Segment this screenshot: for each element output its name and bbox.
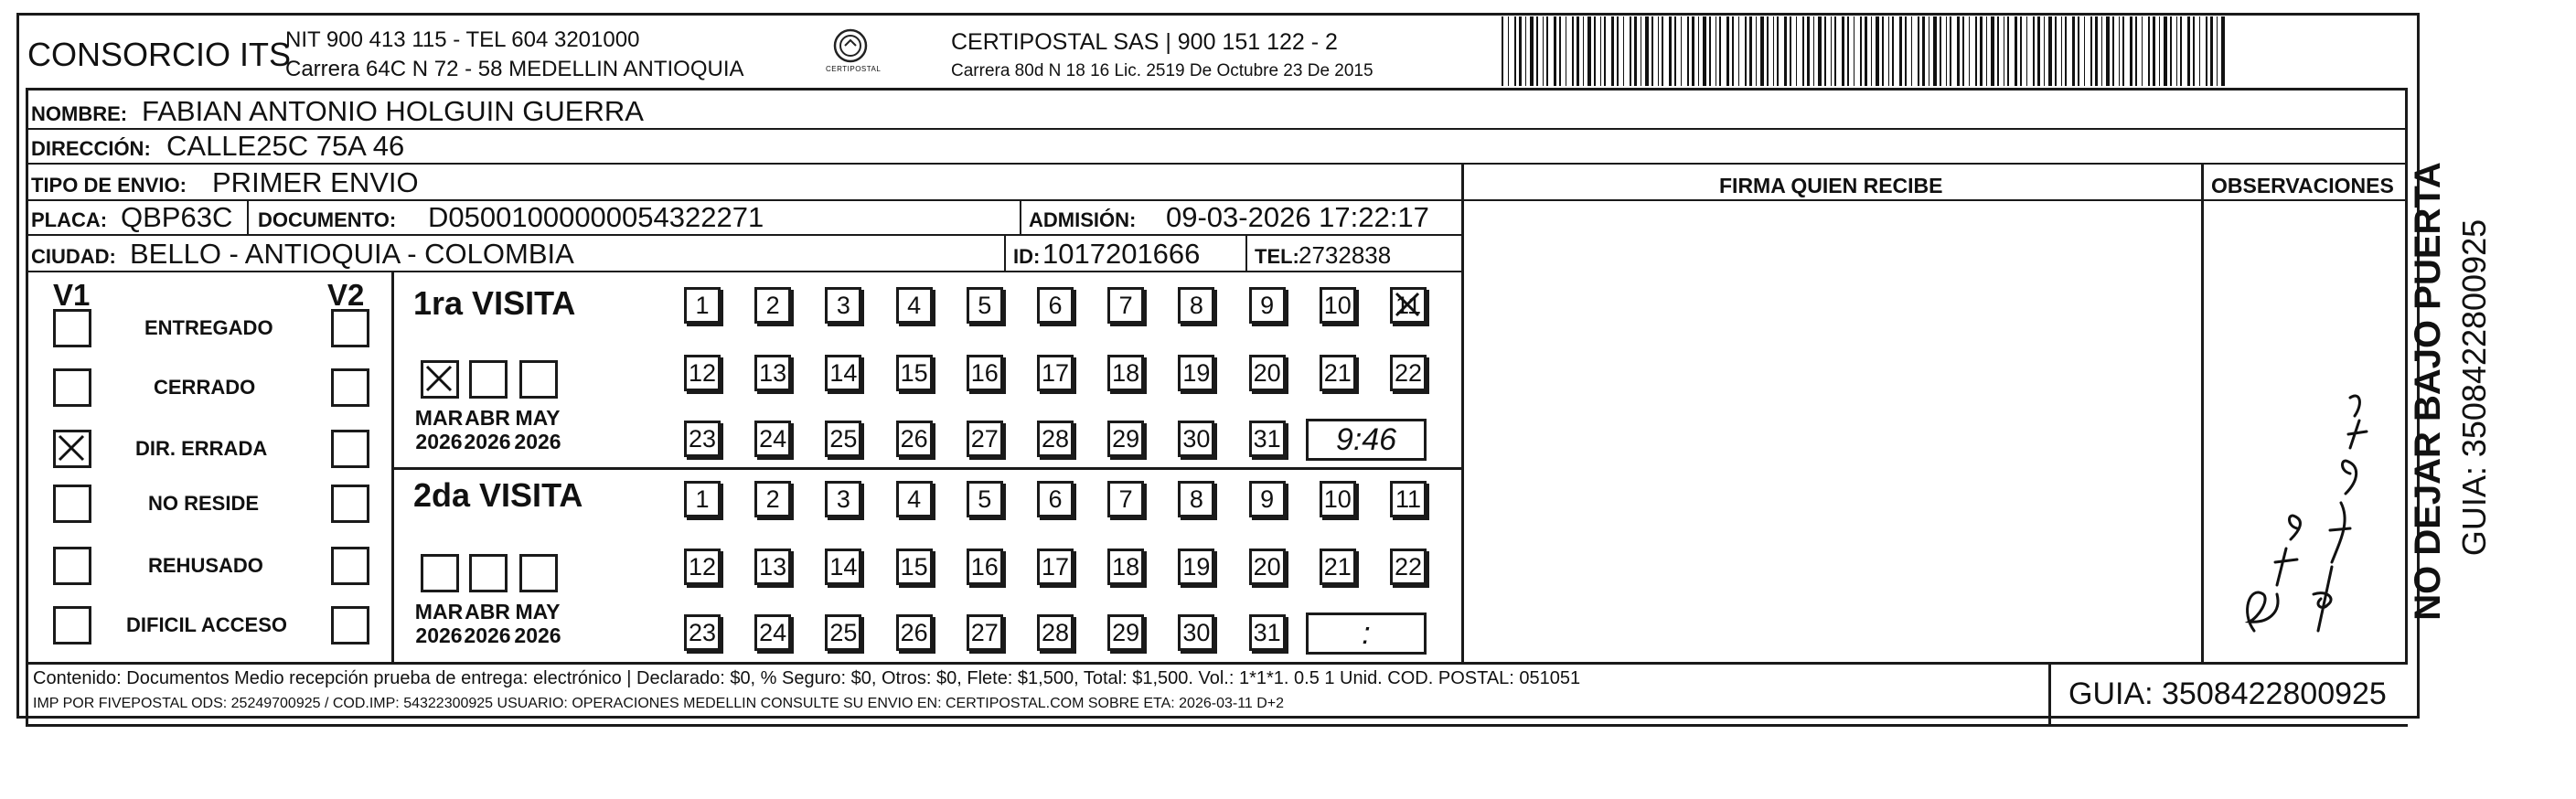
row-divider	[26, 271, 1461, 272]
day-checkbox: 5	[967, 481, 1003, 517]
v2-checkbox	[331, 309, 369, 347]
signature-header: FIRMA QUIEN RECIBE	[1719, 174, 1943, 197]
v1-checkbox	[53, 430, 91, 468]
day-checkbox: 24	[754, 614, 791, 651]
day-checkbox: 27	[967, 421, 1003, 457]
day-checkbox: 29	[1107, 614, 1144, 651]
cell-divider	[1020, 199, 1021, 234]
column-divider	[2201, 165, 2204, 664]
tel-number: 2732838	[1299, 241, 1392, 269]
visit2-title: 2da VISITA	[413, 476, 583, 514]
day-checkbox: 29	[1107, 421, 1144, 457]
cell-divider	[1004, 234, 1006, 271]
column-header-bottom	[1461, 199, 2408, 201]
day-checkbox: 8	[1178, 287, 1214, 324]
day-checkbox: 28	[1037, 421, 1074, 457]
visit1-title: 1ra VISITA	[413, 284, 576, 322]
day-checkbox: 8	[1178, 481, 1214, 517]
admission-label: ADMISIÓN:	[1029, 208, 1137, 231]
day-checkbox: 4	[896, 481, 933, 517]
month-checkbox	[469, 360, 508, 399]
month-checkbox	[421, 554, 459, 592]
day-checkbox: 10	[1320, 481, 1356, 517]
day-checkbox: 20	[1249, 355, 1286, 391]
day-checkbox: 18	[1107, 355, 1144, 391]
city-label: CIUDAD:	[31, 245, 116, 268]
v2-checkbox	[331, 606, 369, 645]
day-checkbox: 20	[1249, 549, 1286, 585]
day-checkbox: 9	[1249, 481, 1286, 517]
plate-label: PLACA:	[31, 208, 108, 231]
status-label: DIR. ERRADA	[135, 437, 268, 460]
day-checkbox: 1	[684, 481, 721, 517]
month-label: ABR	[465, 406, 510, 430]
handwritten-signature-icon	[2213, 366, 2378, 640]
day-checkbox: 21	[1320, 355, 1356, 391]
month-label: MAR	[414, 406, 464, 430]
day-checkbox: 12	[684, 549, 721, 585]
footer-divider	[2048, 662, 2051, 726]
day-checkbox: 10	[1320, 287, 1356, 324]
logo-caption: CERTIPOSTAL	[826, 65, 882, 73]
day-checkbox: 16	[967, 549, 1003, 585]
v2-label: V2	[327, 278, 365, 312]
v2-checkbox	[331, 547, 369, 585]
day-checkbox: 6	[1037, 481, 1074, 517]
courier-line: CERTIPOSTAL SAS | 900 151 122 - 2	[951, 29, 1338, 55]
day-checkbox: 18	[1107, 549, 1144, 585]
month-label: MAY	[515, 406, 561, 430]
footer-line-2: IMP POR FIVEPOSTAL ODS: 25249700925 / COD.IMP: 54322300925 USUARIO: OPERACIONES MEDELLIN CONSULTE SU ENVIO EN: CERTIPOSTAL.COM SOBRE ETA: 2026-03-11 D+2	[33, 696, 1285, 711]
day-checkbox: 15	[896, 549, 933, 585]
document-label: DOCUMENTO:	[258, 208, 397, 231]
day-checkbox: 15	[896, 355, 933, 391]
v2-checkbox	[331, 485, 369, 523]
month-checkbox	[469, 554, 508, 592]
main-box-top	[26, 88, 2408, 91]
day-checkbox: 13	[754, 549, 791, 585]
month-year: 2026	[514, 430, 561, 453]
day-checkbox: 25	[825, 421, 861, 457]
day-checkbox: 22	[1390, 549, 1427, 585]
day-checkbox: 31	[1249, 421, 1286, 457]
v2-checkbox	[331, 430, 369, 468]
company-nit: NIT 900 413 115 - TEL 604 3201000	[285, 27, 640, 52]
recipient-name: FABIAN ANTONIO HOLGUIN GUERRA	[142, 95, 644, 127]
footer-guia: GUIA: 3508422800925	[2068, 676, 2387, 711]
month-year: 2026	[514, 623, 561, 647]
plate: QBP63C	[121, 201, 233, 233]
v1-checkbox	[53, 547, 91, 585]
status-label: ENTREGADO	[144, 316, 273, 339]
id-number: 1017201666	[1042, 238, 1201, 270]
month-label: MAY	[515, 600, 561, 623]
day-checkbox: 4	[896, 287, 933, 324]
recipient-address: CALLE25C 75A 46	[166, 130, 405, 162]
no-dejar-bajo-puerta: NO DEJAR BAJO PUERTA	[2408, 162, 2448, 621]
outer-border-left	[16, 13, 19, 719]
day-checkbox: 30	[1178, 421, 1214, 457]
month-checkbox	[519, 554, 558, 592]
admission-date: 09-03-2026 17:22:17	[1166, 201, 1429, 233]
v1-checkbox	[53, 606, 91, 645]
day-checkbox: 23	[684, 421, 721, 457]
time-field: 9:46	[1306, 419, 1427, 461]
day-checkbox: 26	[896, 421, 933, 457]
day-checkbox: 14	[825, 355, 861, 391]
barcode-icon	[1500, 16, 2231, 86]
time-field: :	[1306, 613, 1427, 655]
v1-checkbox	[53, 485, 91, 523]
v2-checkbox	[331, 368, 369, 407]
month-year: 2026	[464, 623, 511, 647]
v1-label: V1	[53, 278, 91, 312]
visit-divider	[391, 467, 1461, 470]
day-checkbox: 31	[1249, 614, 1286, 651]
main-box-left	[26, 88, 28, 726]
cell-divider	[247, 199, 249, 234]
status-label: NO RESIDE	[148, 492, 260, 515]
day-checkbox: 16	[967, 355, 1003, 391]
day-checkbox: 23	[684, 614, 721, 651]
day-checkbox: 2	[754, 287, 791, 324]
month-label: MAR	[414, 600, 464, 623]
send-type: PRIMER ENVIO	[212, 166, 419, 198]
outer-border-top	[16, 13, 2420, 16]
status-label: DIFICIL ACCESO	[126, 613, 288, 636]
month-checkbox	[421, 360, 459, 399]
day-checkbox: 2	[754, 481, 791, 517]
day-checkbox: 22	[1390, 355, 1427, 391]
company-name: CONSORCIO ITS	[27, 36, 292, 73]
day-checkbox: 30	[1178, 614, 1214, 651]
day-checkbox: 19	[1178, 549, 1214, 585]
day-checkbox: 17	[1037, 549, 1074, 585]
footer-line-1: Contenido: Documentos Medio recepción prueba de entrega: electrónico | Declarado: $0, % Seguro: $0, Otros: $0, Flete: $1,500, Total: $1,500. Vol.: 1*1*1. 0.5 1 Unid. COD. POSTAL: 051051	[33, 668, 1581, 688]
city: BELLO - ANTIOQUIA - COLOMBIA	[130, 238, 574, 270]
day-checkbox: 21	[1320, 549, 1356, 585]
month-checkbox	[519, 360, 558, 399]
v1-checkbox	[53, 368, 91, 407]
document-number: D05001000000054322271	[428, 201, 764, 233]
send-type-label: TIPO DE ENVIO:	[31, 174, 187, 197]
day-checkbox: 11	[1390, 481, 1427, 517]
day-checkbox: 11	[1390, 287, 1427, 324]
day-checkbox: 6	[1037, 287, 1074, 324]
id-label: ID:	[1013, 245, 1041, 268]
side-guia: GUIA: 3508422800925	[2455, 218, 2493, 557]
tel-label: TEL:	[1255, 245, 1299, 268]
month-label: ABR	[465, 600, 510, 623]
outer-border-bottom	[16, 716, 2420, 719]
cell-divider	[1245, 234, 1247, 271]
day-checkbox: 19	[1178, 355, 1214, 391]
day-checkbox: 25	[825, 614, 861, 651]
month-year: 2026	[415, 430, 463, 453]
row-divider	[26, 163, 2408, 165]
status-label: REHUSADO	[148, 554, 263, 577]
status-label: CERRADO	[154, 376, 256, 399]
company-address: Carrera 64C N 72 - 58 MEDELLIN ANTIOQUIA	[285, 57, 744, 81]
day-checkbox: 27	[967, 614, 1003, 651]
v1-checkbox	[53, 309, 91, 347]
day-checkbox: 9	[1249, 287, 1286, 324]
courier-address: Carrera 80d N 18 16 Lic. 2519 De Octubre 23 De 2015	[951, 61, 1374, 80]
day-checkbox: 3	[825, 481, 861, 517]
observations-header: OBSERVACIONES	[2211, 174, 2394, 197]
day-checkbox: 14	[825, 549, 861, 585]
day-checkbox: 3	[825, 287, 861, 324]
column-divider	[1461, 165, 1464, 664]
day-checkbox: 1	[684, 287, 721, 324]
day-checkbox: 26	[896, 614, 933, 651]
day-checkbox: 17	[1037, 355, 1074, 391]
day-checkbox: 5	[967, 287, 1003, 324]
day-checkbox: 13	[754, 355, 791, 391]
day-checkbox: 7	[1107, 287, 1144, 324]
address-label: DIRECCIÓN:	[31, 137, 151, 160]
day-checkbox: 7	[1107, 481, 1144, 517]
month-year: 2026	[464, 430, 511, 453]
name-label: NOMBRE:	[31, 102, 128, 125]
day-checkbox: 28	[1037, 614, 1074, 651]
month-year: 2026	[415, 623, 463, 647]
day-checkbox: 24	[754, 421, 791, 457]
day-checkbox: 12	[684, 355, 721, 391]
